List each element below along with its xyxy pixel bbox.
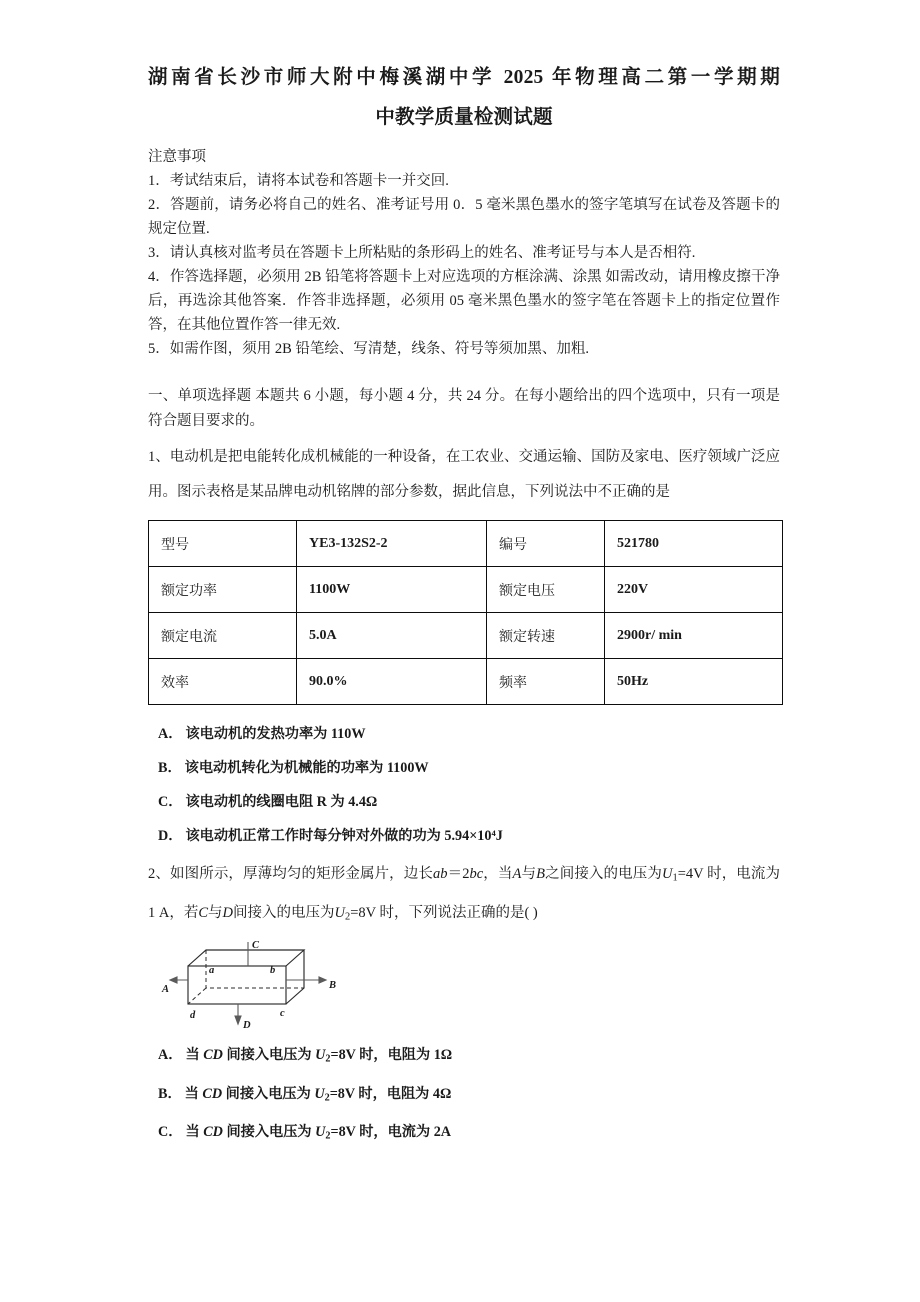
option-c[interactable] bbox=[148, 785, 780, 819]
option-b-tag: B． bbox=[158, 760, 182, 776]
table-cell-value: 1100W bbox=[297, 567, 487, 613]
option-c-tag: C． bbox=[158, 794, 183, 810]
section-heading-single-choice: 一、单项选择题 本题共 6 小题，每小题 4 分，共 24 分。在每小题给出的四个选项中，只有一项是符合题目要求的。 bbox=[148, 388, 780, 429]
q2-var-A: A bbox=[512, 866, 522, 882]
q2-stem-part-2: ，当 bbox=[483, 866, 513, 882]
block-outline bbox=[188, 950, 304, 1004]
q2-option-b-tag: B． bbox=[158, 1085, 182, 1102]
table-cell-value: 220V bbox=[605, 567, 783, 613]
table-cell-label: 型号 bbox=[149, 521, 297, 567]
table-cell-value: 2900r/ min bbox=[605, 613, 783, 659]
option-d[interactable] bbox=[148, 819, 780, 853]
q2-stem-part-1: 2、如图所示，厚薄均匀的矩形金属片，边长 bbox=[148, 866, 434, 882]
page-title-line-2: 中教学质量检测试题 bbox=[375, 107, 553, 128]
option-a[interactable] bbox=[148, 717, 780, 751]
block-diagram-svg bbox=[158, 940, 348, 1032]
notice-item-5: 5．如需作图，须用 2B 铅笔绘、写清楚，线条、符号等须加黑、加粗. bbox=[148, 341, 590, 357]
table-cell-label: 额定电流 bbox=[149, 613, 297, 659]
notice-section bbox=[148, 146, 780, 361]
table-cell-value: YE3-132S2-2 bbox=[297, 521, 487, 567]
question-1-options bbox=[148, 717, 780, 853]
option-a-text: 该电动机的发热功率为 110W bbox=[185, 726, 366, 742]
q2-var-C: C bbox=[198, 904, 209, 921]
q2-stem-part-6: 与 bbox=[208, 904, 223, 921]
q2-stem-part-8: =8V 时，下列说法正确的是( ) bbox=[350, 904, 538, 921]
option-d-tag: D． bbox=[158, 828, 183, 844]
q2-option-c-u: U bbox=[315, 1124, 326, 1141]
label-a: a bbox=[209, 965, 215, 977]
option-b[interactable] bbox=[148, 751, 780, 785]
q2-option-b-mid: 间接入电压为 bbox=[222, 1085, 315, 1102]
q2-stem-eq: ＝2 bbox=[447, 866, 470, 882]
page-title-line-1: 湖南省长沙市师大附中梅溪湖中学 2025 年物理高二第一学期期 bbox=[148, 67, 780, 88]
table-row bbox=[149, 567, 783, 613]
arrow-D-head bbox=[235, 1016, 241, 1024]
option-c-text: 该电动机的线圈电阻 R 为 4.4Ω bbox=[185, 794, 378, 810]
q2-option-c-pre: 当 bbox=[185, 1124, 204, 1141]
table-cell-label: 额定电压 bbox=[487, 567, 605, 613]
q2-option-c-post: =8V 时，电流为 2A bbox=[330, 1124, 452, 1141]
table-cell-value: 521780 bbox=[605, 521, 783, 567]
q2-stem-part-4: 之间接入的电压为 bbox=[544, 866, 662, 882]
question-2-options bbox=[148, 1038, 780, 1154]
q2-stem-part-5: =4V 时，电流为 1 A，若 bbox=[148, 866, 781, 921]
arrow-A-head bbox=[170, 977, 177, 983]
q2-option-c-cd: CD bbox=[203, 1124, 223, 1141]
q2-option-b-pre: 当 bbox=[184, 1085, 203, 1102]
rectangular-metal-block-figure bbox=[158, 940, 348, 1032]
notice-item-4: 4．作答选择题，必须用 2B 铅笔将答题卡上对应选项的方框涂满、涂黑 如需改动，请用橡皮擦干净后，再选涂其他答案．作答非选择题，必须用 05 毫米黑色墨水的签字笔在答题卡上的指定位置作答，在其他位置作答一律无效. bbox=[148, 269, 780, 333]
table-cell-label: 额定功率 bbox=[149, 567, 297, 613]
q2-stem-part-7: 间接入的电压为 bbox=[233, 904, 335, 921]
q2-option-a-cd: CD bbox=[203, 1047, 223, 1064]
table-row bbox=[149, 659, 783, 705]
q2-var-D: D bbox=[222, 904, 234, 921]
q2-var-B: B bbox=[536, 866, 545, 882]
table-row bbox=[149, 613, 783, 659]
q2-option-a-u: U bbox=[315, 1047, 326, 1064]
q2-var-U1-sub: 1 bbox=[672, 872, 678, 884]
option-a-tag: A． bbox=[158, 726, 183, 742]
q2-option-a[interactable] bbox=[148, 1038, 780, 1077]
table-cell-value: 50Hz bbox=[605, 659, 783, 705]
q2-option-b-u: U bbox=[314, 1085, 325, 1102]
label-C: C bbox=[252, 940, 260, 952]
label-B: B bbox=[329, 980, 337, 992]
table-cell-label: 频率 bbox=[487, 659, 605, 705]
table-cell-value: 90.0% bbox=[297, 659, 487, 705]
q2-option-b-post: =8V 时，电阻为 4Ω bbox=[329, 1085, 452, 1102]
label-b: b bbox=[270, 965, 276, 977]
q2-var-U2: U bbox=[334, 904, 345, 921]
table-cell-label: 编号 bbox=[487, 521, 605, 567]
q2-option-a-mid: 间接入电压为 bbox=[222, 1047, 316, 1064]
notice-item-2: 2．答题前，请务必将自己的姓名、准考证号用 0．5 毫米黑色墨水的签字笔填写在试卷及答题卡的规定位置. bbox=[148, 197, 780, 237]
table-row bbox=[149, 521, 783, 567]
q2-option-c-mid: 间接入电压为 bbox=[222, 1124, 316, 1141]
q2-var-bc: bc bbox=[469, 866, 484, 882]
q2-option-b-usub: 2 bbox=[324, 1092, 330, 1104]
label-c: c bbox=[280, 1008, 285, 1020]
label-A: A bbox=[162, 984, 170, 996]
label-d: d bbox=[190, 1010, 196, 1022]
page-title bbox=[148, 58, 780, 138]
notice-item-3: 3．请认真核对监考员在答题卡上所粘贴的条形码上的姓名、准考证号与本人是否相符. bbox=[148, 245, 696, 261]
q2-var-U1: U bbox=[662, 866, 673, 882]
question-2-stem bbox=[148, 857, 780, 934]
table-cell-value: 5.0A bbox=[297, 613, 487, 659]
q2-var-ab: ab bbox=[433, 866, 448, 882]
q2-option-a-usub: 2 bbox=[325, 1053, 331, 1065]
q2-option-c-usub: 2 bbox=[325, 1130, 331, 1142]
q2-option-c[interactable] bbox=[148, 1115, 780, 1154]
q2-option-b[interactable] bbox=[148, 1077, 780, 1116]
q2-option-a-pre: 当 bbox=[185, 1047, 204, 1064]
notice-item-1: 1．考试结束后，请将本试卷和答题卡一并交回. bbox=[148, 173, 449, 189]
q2-option-a-tag: A． bbox=[158, 1047, 183, 1064]
table-cell-label: 效率 bbox=[149, 659, 297, 705]
q2-option-b-cd: CD bbox=[202, 1085, 223, 1102]
question-1-stem: 1、电动机是把电能转化成机械能的一种设备，在工农业、交通运输、国防及家电、医疗领域广泛应用。图示表格是某品牌电动机铭牌的部分参数，据此信息，下列说法中不正确的是 bbox=[148, 449, 780, 500]
q2-option-a-post: =8V 时，电阻为 1Ω bbox=[330, 1047, 453, 1064]
option-d-text: 该电动机正常工作时每分钟对外做的功为 5.94×10⁴J bbox=[185, 828, 503, 844]
q2-var-U2-sub: 2 bbox=[345, 911, 351, 923]
table-cell-label: 额定转速 bbox=[487, 613, 605, 659]
block-hidden-edges bbox=[188, 950, 304, 1004]
notice-heading: 注意事项 bbox=[148, 149, 206, 165]
q2-option-c-tag: C． bbox=[158, 1124, 183, 1141]
option-b-text: 该电动机转化为机械能的功率为 1100W bbox=[184, 760, 429, 776]
motor-nameplate-table bbox=[148, 520, 783, 705]
label-D: D bbox=[243, 1020, 251, 1032]
arrow-B-head bbox=[319, 977, 326, 983]
q2-stem-part-3: 与 bbox=[521, 866, 537, 882]
